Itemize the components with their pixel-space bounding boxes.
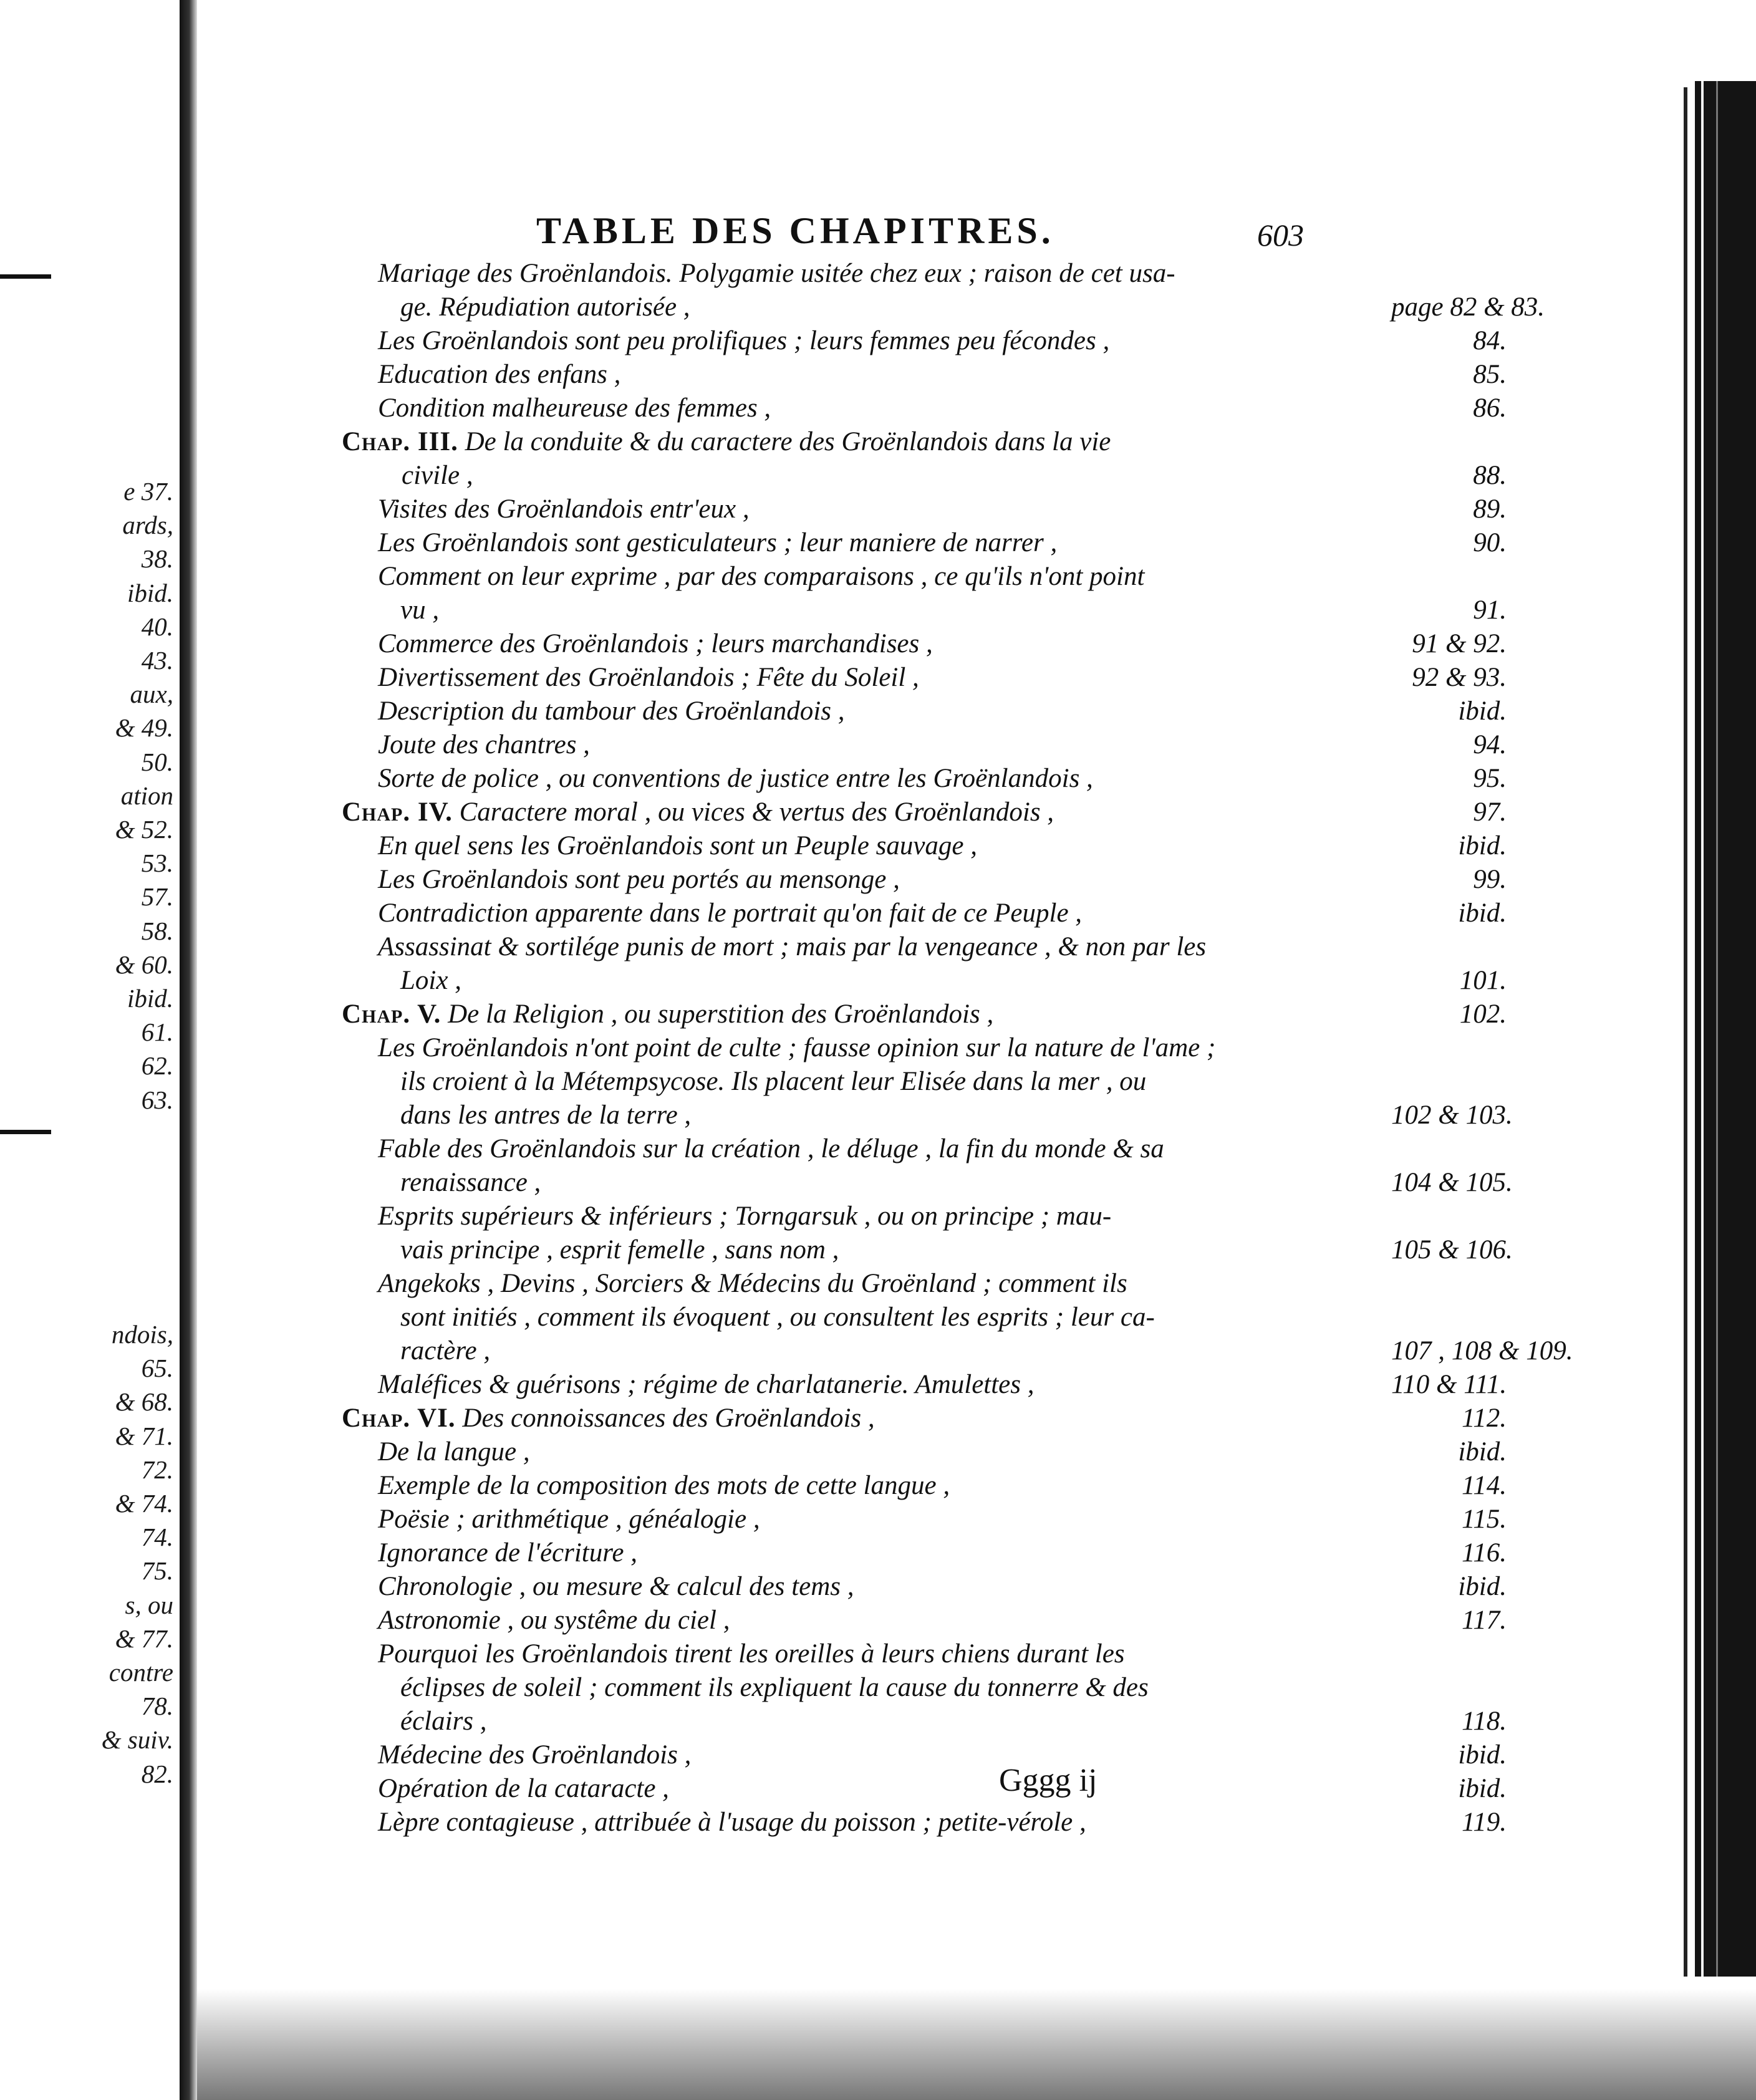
entry-text: [197, 829, 1507, 863]
entry-line: [342, 425, 1391, 459]
page-reference: 110 & 111.: [1391, 1370, 1507, 1399]
entry-line: sont initiés , comment ils évoquent , ou consultent les esprits ; leur ca-: [400, 1303, 1155, 1332]
entry-text: [197, 1031, 1513, 1132]
left-page-fragment: ation: [120, 781, 173, 810]
entry-line: Fable des Groënlandois sur la création , le déluge , la fin du monde & sa: [378, 1134, 1164, 1163]
left-page-fragment: 72.: [141, 1455, 173, 1484]
chapter-number: Chap. V.: [342, 999, 441, 1029]
entry-line: éclairs ,: [400, 1707, 487, 1736]
toc-entry: [197, 1368, 1507, 1402]
page-edge-line: [1684, 87, 1687, 1983]
toc-entry: [197, 1132, 1513, 1200]
chapter-number: Chap. IV.: [342, 797, 453, 827]
entry-text: [197, 1503, 1507, 1536]
page-reference: 114.: [1461, 1471, 1507, 1500]
page-reference: 118.: [1461, 1707, 1507, 1736]
entry-line: Médecine des Groënlandois ,: [378, 1740, 692, 1770]
entry-line: Les Groënlandois sont gesticulateurs ; leur maniere de narrer ,: [378, 528, 1058, 557]
left-page-fragment: ards,: [122, 511, 173, 540]
toc-entry: [197, 1637, 1507, 1738]
left-page-fragment: contre: [109, 1658, 173, 1687]
book-fore-edge: [1695, 81, 1756, 1977]
chapter-title: Des connoissances des Groënlandois ,: [462, 1404, 875, 1433]
entry-line: Poësie ; arithmétique , généalogie ,: [378, 1505, 760, 1534]
entry-text: [197, 392, 1507, 425]
left-page-fragment: 50.: [141, 747, 173, 776]
left-page-fragment: 82.: [141, 1759, 173, 1788]
entry-line: Description du tambour des Groënlandois ,: [378, 696, 845, 726]
entry-text: [197, 1469, 1507, 1503]
entry-line: Divertissement des Groënlandois ; Fête du Soleil ,: [378, 663, 919, 692]
toc-entry: [197, 1267, 1573, 1368]
page-number: 603: [1257, 218, 1304, 253]
chapter-heading: [197, 998, 1507, 1031]
toc-entry: [197, 695, 1507, 728]
left-page-fragment: & 71.: [115, 1421, 173, 1450]
page-reference: 85.: [1473, 360, 1507, 389]
entry-line: Loix ,: [400, 966, 461, 995]
entry-line: Exemple de la composition des mots de cette langue ,: [378, 1471, 950, 1500]
toc-entry: [197, 1031, 1513, 1132]
entry-text: [197, 1200, 1513, 1267]
entry-text: [197, 1435, 1507, 1469]
entry-text: [197, 796, 1507, 829]
entry-line: ge. Répudiation autorisée ,: [400, 292, 690, 322]
toc-entry: [197, 661, 1507, 695]
entry-line: Comment on leur exprime , par des comparaisons , ce qu'ils n'ont point: [378, 562, 1145, 591]
left-page-fragment: ibid.: [127, 984, 173, 1013]
left-page-fragment: 62.: [141, 1051, 173, 1081]
entry-text: [197, 1738, 1507, 1772]
page-reference: 115.: [1461, 1505, 1507, 1534]
table-of-contents: [197, 257, 1573, 1839]
entry-line: Opération de la cataracte ,: [378, 1774, 669, 1803]
entry-text: [197, 560, 1507, 627]
entry-line: Sorte de police , ou conventions de justice entre les Groënlandois ,: [378, 764, 1093, 793]
toc-entry: [197, 1503, 1507, 1536]
entry-line: Contradiction apparente dans le portrait qu'on fait de ce Peuple ,: [378, 898, 1083, 928]
toc-entry: [197, 526, 1507, 560]
left-page-fragment: 75.: [141, 1556, 173, 1586]
entry-text: [197, 324, 1507, 358]
chapter-title: De la Religion , ou superstition des Groënlandois ,: [448, 999, 994, 1029]
toc-entry: [197, 1469, 1507, 1503]
entry-line: civile ,: [402, 461, 473, 490]
toc-entry: [197, 324, 1507, 358]
page-reference: ibid.: [1458, 1774, 1507, 1803]
page-reference: ibid.: [1458, 1437, 1507, 1467]
entry-text: [197, 257, 1545, 324]
left-page-fragment: s, ou: [125, 1590, 173, 1619]
entry-text: [197, 1637, 1507, 1738]
entry-line: Maléfices & guérisons ; régime de charlatanerie. Amulettes ,: [378, 1370, 1035, 1399]
left-page-fragment: 78.: [141, 1692, 173, 1721]
page-reference: 104 & 105.: [1391, 1168, 1513, 1197]
left-page-fragment: 43.: [141, 646, 173, 675]
entry-line: Chronologie , ou mesure & calcul des tems ,: [378, 1572, 854, 1601]
left-page-fragment: & suiv.: [101, 1725, 173, 1755]
printer-signature-mark: Gggg ij: [999, 1763, 1098, 1798]
page-reference: 119.: [1461, 1808, 1507, 1837]
page-reference: 91.: [1473, 595, 1507, 625]
left-page-rule: [0, 1130, 51, 1134]
page-reference: 102.: [1459, 999, 1507, 1029]
chapter-title: De la conduite & du caractere des Groënlandois dans la vie: [465, 427, 1111, 456]
entry-line: En quel sens les Groënlandois sont un Peuple sauvage ,: [378, 831, 977, 860]
entry-line: renaissance ,: [400, 1168, 541, 1197]
entry-line: dans les antres de la terre ,: [400, 1101, 692, 1130]
page-reference: 88.: [1473, 461, 1507, 490]
book-gutter: [180, 0, 197, 2100]
entry-text: [197, 1267, 1573, 1368]
entry-text: [197, 998, 1507, 1031]
entry-text: [197, 930, 1507, 998]
entry-line: Esprits supérieurs & inférieurs ; Torngarsuk , ou on principe ; mau-: [378, 1202, 1112, 1231]
page-reference: 117.: [1461, 1606, 1507, 1635]
chapter-heading: [197, 1402, 1507, 1435]
toc-entry: [197, 358, 1507, 392]
entry-line: vu ,: [400, 595, 440, 625]
entry-line: Pourquoi les Groënlandois tirent les oreilles à leurs chiens durant les: [378, 1639, 1125, 1669]
chapter-number: Chap. III.: [342, 427, 458, 456]
left-page-fragment: 38.: [141, 544, 173, 574]
left-page-fragment: e 37.: [123, 477, 173, 506]
entry-line: Joute des chantres ,: [378, 730, 590, 759]
left-page-fragment: 61.: [141, 1018, 173, 1047]
left-page-fragment: 40.: [141, 612, 173, 641]
scan-bottom-shadow: [197, 1977, 1756, 2100]
entry-line: Ignorance de l'écriture ,: [378, 1538, 637, 1568]
entry-line: Angekoks , Devins , Sorciers & Médecins du Groënland ; comment ils: [378, 1269, 1127, 1298]
page-reference: 84.: [1473, 326, 1507, 355]
entry-text: [197, 493, 1507, 526]
entry-line: [342, 796, 1391, 829]
entry-line: Les Groënlandois n'ont point de culte ; fausse opinion sur la nature de l'ame ;: [378, 1033, 1216, 1062]
page-reference: 101.: [1459, 966, 1507, 995]
toc-entry: [197, 1772, 1507, 1806]
page-reference: 94.: [1473, 730, 1507, 759]
entry-line: Education des enfans ,: [378, 360, 621, 389]
toc-entry: [197, 493, 1507, 526]
left-page-fragment: ibid.: [127, 578, 173, 607]
entry-line: [342, 1402, 1391, 1435]
left-page-fragment: & 68.: [115, 1387, 173, 1417]
left-page-fragment: 63.: [141, 1085, 173, 1114]
left-page-fragment: 74.: [141, 1523, 173, 1552]
toc-entry: [197, 897, 1507, 930]
entry-line: Commerce des Groënlandois ; leurs marchandises ,: [378, 629, 933, 658]
page-reference: 92 & 93.: [1412, 663, 1507, 692]
chapter-heading: [197, 796, 1507, 829]
entry-line: ils croient à la Métempsycose. Ils placent leur Elisée dans la mer , ou: [400, 1067, 1147, 1096]
page-reference: page 82 & 83.: [1391, 292, 1545, 322]
entry-text: [197, 1368, 1507, 1402]
entry-text: [197, 728, 1507, 762]
entry-line: vais principe , esprit femelle , sans nom ,: [400, 1235, 839, 1264]
chapter-title: Caractere moral , ou vices & vertus des Groënlandois ,: [459, 797, 1054, 827]
toc-entry: [197, 392, 1507, 425]
page-reference: 112.: [1461, 1404, 1507, 1433]
page-reference: 89.: [1473, 494, 1507, 524]
page-reference: 107 , 108 & 109.: [1391, 1336, 1573, 1365]
entry-line: Visites des Groënlandois entr'eux ,: [378, 494, 750, 524]
page-reference: 105 & 106.: [1391, 1235, 1513, 1264]
left-page-fragment: & 49.: [115, 713, 173, 743]
entry-text: [197, 661, 1507, 695]
toc-entry: [197, 1738, 1507, 1772]
toc-entry: [197, 930, 1507, 998]
left-page-rule: [0, 274, 51, 279]
page-reference: ibid.: [1458, 831, 1507, 860]
toc-entry: [197, 1604, 1507, 1637]
entry-text: [197, 526, 1507, 560]
left-page-fragment: ndois,: [111, 1320, 173, 1349]
entry-text: [197, 863, 1507, 897]
entry-line: ractère ,: [400, 1336, 491, 1365]
entry-line: Les Groënlandois sont peu prolifiques ; leurs femmes peu fécondes ,: [378, 326, 1110, 355]
left-page-fragment: & 52.: [115, 815, 173, 844]
page: [197, 0, 1684, 1977]
left-page-fragment: 57.: [141, 882, 173, 912]
entry-text: [197, 1604, 1507, 1637]
left-page-fragment: & 60.: [115, 950, 173, 979]
facing-page-fragment: [0, 0, 180, 2100]
toc-entry: [197, 627, 1507, 661]
left-page-fragment: 58.: [141, 916, 173, 945]
toc-entry: [197, 829, 1507, 863]
left-page-fragment: aux,: [130, 680, 173, 709]
entry-text: [197, 762, 1507, 796]
chapter-number: Chap. VI.: [342, 1404, 456, 1433]
entry-line: Mariage des Groënlandois. Polygamie usitée chez eux ; raison de cet usa-: [378, 259, 1175, 288]
page-reference: 116.: [1461, 1538, 1507, 1568]
toc-entry: [197, 1200, 1513, 1267]
entry-text: [197, 897, 1507, 930]
toc-entry: [197, 728, 1507, 762]
entry-text: [197, 1402, 1507, 1435]
toc-entry: [197, 1806, 1507, 1839]
entry-text: [197, 425, 1507, 493]
chapter-heading: [197, 425, 1507, 493]
toc-entry: [197, 1536, 1507, 1570]
entry-line: Condition malheureuse des femmes ,: [378, 393, 771, 423]
page-reference: ibid.: [1458, 1740, 1507, 1770]
entry-text: [197, 695, 1507, 728]
entry-line: éclipses de soleil ; comment ils expliquent la cause du tonnerre & des: [400, 1673, 1149, 1702]
toc-entry: [197, 1570, 1507, 1604]
toc-entry: [197, 1435, 1507, 1469]
entry-line: [342, 998, 1391, 1031]
running-head: [197, 212, 1519, 256]
page-reference: ibid.: [1458, 898, 1507, 928]
page-title: TABLE DES CHAPITRES.: [536, 210, 1054, 251]
entry-text: [197, 1132, 1513, 1200]
entry-text: [197, 1806, 1507, 1839]
entry-text: [197, 1772, 1507, 1806]
left-page-fragment: 53.: [141, 849, 173, 878]
entry-line: De la langue ,: [378, 1437, 530, 1467]
left-page-fragment: & 77.: [115, 1624, 173, 1653]
entry-line: Astronomie , ou systême du ciel ,: [378, 1606, 730, 1635]
entry-line: Les Groënlandois sont peu portés au mensonge ,: [378, 865, 900, 894]
left-page-fragment: & 74.: [115, 1489, 173, 1518]
page-reference: 97.: [1473, 797, 1507, 827]
entry-text: [197, 1536, 1507, 1570]
toc-entry: [197, 762, 1507, 796]
page-reference: 86.: [1473, 393, 1507, 423]
entry-line: Assassinat & sortilége punis de mort ; mais par la vengeance , & non par les: [378, 932, 1207, 961]
entry-text: [197, 358, 1507, 392]
page-reference: ibid.: [1458, 696, 1507, 726]
page-reference: 102 & 103.: [1391, 1101, 1513, 1130]
page-reference: ibid.: [1458, 1572, 1507, 1601]
page-reference: 99.: [1473, 865, 1507, 894]
toc-entry: [197, 257, 1545, 324]
page-reference: 91 & 92.: [1412, 629, 1507, 658]
toc-entry: [197, 560, 1507, 627]
page-reference: 95.: [1473, 764, 1507, 793]
entry-text: [197, 1570, 1507, 1604]
entry-text: [197, 627, 1507, 661]
toc-entry: [197, 863, 1507, 897]
page-reference: 90.: [1473, 528, 1507, 557]
entry-line: Lèpre contagieuse , attribuée à l'usage du poisson ; petite-vérole ,: [378, 1808, 1086, 1837]
left-page-fragment: 65.: [141, 1354, 173, 1383]
